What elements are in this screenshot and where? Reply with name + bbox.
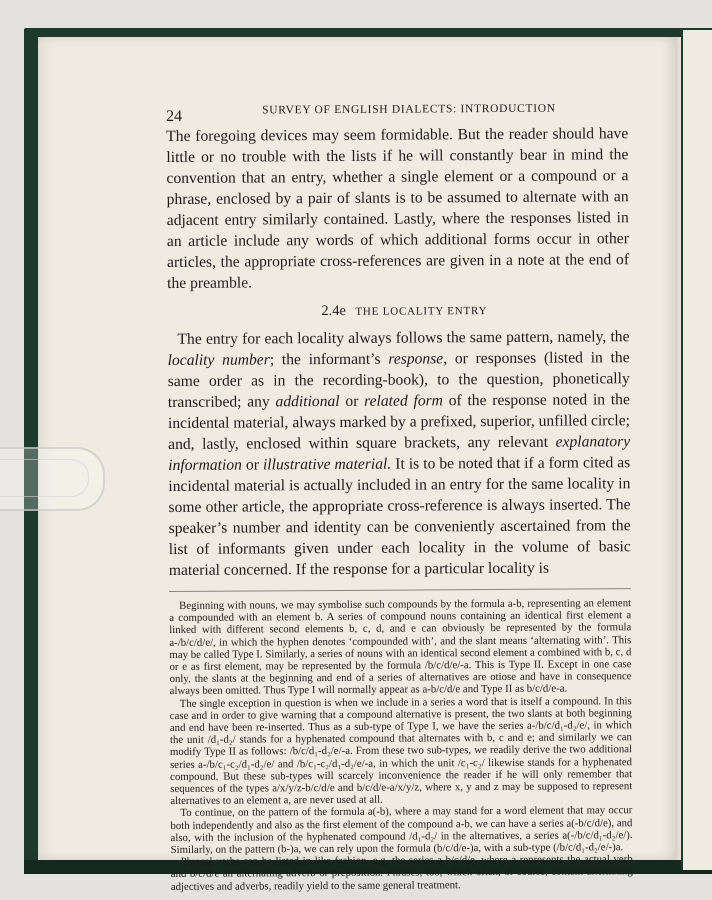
section-title: THE LOCALITY ENTRY (355, 305, 488, 318)
running-head: SURVEY OF ENGLISH DIALECTS: INTRODUCTION (262, 102, 556, 117)
facing-page-edge (681, 30, 712, 870)
footnote-paragraph: To continue, on the pattern of the formula a(-b), where a may stand for a word element that may occur both independently and also as the first element of the compound a-b, we can have a series a(-b/c/d/e), and also, with the inclusion of the hyphenated compound /d₁-d₂/ in the alternatives, a series a(-/b/c/d₁-d₂/e/). Similarly, on the pattern (b-)a, we can rely upon the formula (b/c/d/e-)a, with a sub-type (/b/c/d₁-d₂/e/-)a. (170, 804, 633, 857)
section-heading (179, 299, 629, 324)
p2-text: , or responses (listed in the same order as in the recording-book), to the question, phonetically transcribed; any (167, 349, 630, 411)
p2-italic: additional (275, 392, 340, 411)
footnote-paragraph: Phrasal verbs can be listed in like fashion, e.g. the series a b/c/d/e, where a represents the actual verb and b/c/d/e an alternating adverb or preposition. Phrases, too, which often, of course, contain alternating adjectives and adverbs, readily yield to the same general treatment. (170, 853, 633, 893)
p2-text: or (241, 456, 263, 474)
p2-text: or (339, 392, 365, 410)
section-number: 2.4e (321, 302, 346, 320)
footnote-rule (169, 588, 631, 592)
p2-italic: related form (364, 392, 443, 410)
paragraph-2 (167, 326, 631, 581)
page-header (166, 93, 628, 126)
footnote-block (169, 597, 633, 893)
p2-text: It is to be noted that if a form cited as incidental material is actually included in an entry for the same locality in some other article, the appropriate cross-reference is always inserted. The speaker’s number and identity can be conveniently ascertained from the list of informants given under each locality in the volume of basic material concerned. If the response for a particular locality is (168, 454, 631, 579)
body-text (166, 123, 631, 581)
page-content (166, 93, 633, 893)
page-number: 24 (166, 107, 183, 125)
footnote-paragraph: The single exception in question is when we include in a series a word that is itself a compound. In this case and in order to give warning that a compound alternative is present, the two slants at both beginning and end have been re-inserted. Thus as a sub-type of Type I, we have the series a-/b/c/d₁-d₂/e/, in which the unit /d₁-d₂/ stands for a hyphenated compound that alternates with b, c and e; and similarly we can modify Type II as follows: /b/c/d₁-d₂/e/-a. From these two sub-types, we readily derive the two additional series a-/b/c₁-c₂/d₁-d₂/e/ and /b/c₁-c₂/d₁-d₂/e/-a, in which the unit /c₁-c₂/ likewise stands for a hyphenated compound. But these sub-types will scarcely inconvenience the reader if he will only remember that sequences of the types a/x/y/z-b/c/d/e and b/c/d/e-a/x/y/z, where x, y and z may be supposed to represent alternatives to an element a, are never used at all. (169, 694, 633, 808)
p2-italic: response (388, 350, 444, 368)
p2-italic: explanatory information (168, 433, 631, 474)
p2-text: ; the informant’s (269, 350, 389, 369)
p2-italic: locality number (167, 351, 270, 369)
footnote-paragraph: Beginning with nouns, we may symbolise such compounds by the formula a-b, representing an element a compounded with an element b. A series of compound nouns containing an identical first element a linked with different second elements b, c, d, and e can obviously be represented by the formula a-/b/c/d/e/, in which the hyphen denotes ‘compounded with’, and the slant means ‘alternating with’. This may be called Type I. Similarly, a series of nouns with an identical second element a combined with b, c, d or e as first element, may be represented by the formula /b/c/d/e/-a. This is Type II. Except in one case only, the slants at the beginning and end of a series of alternatives are otiose and have in consequence always been omitted. Thus Type I will normally appear as a-b/c/d/e and Type II as b/c/d/e-a. (169, 597, 632, 698)
p2-text: The entry for each locality always follows the same pattern, namely, the (177, 328, 630, 348)
page-clip-inner (0, 459, 89, 497)
p2-italic: illustrative material. (262, 455, 392, 474)
paragraph-1: The foregoing devices may seem formidable. But the reader should have little or no trouble with the lists if he will constantly bear in mind the convention that an entry, whether a single element or a compound or a phrase, enclosed by a pair of slants is to be assumed to alternate with an adjacent entry similarly contained. Lastly, where the responses listed in an article include any words of which additional forms occur in other articles, the appropriate cross-references are given in a note at the end of the preamble. (166, 125, 630, 292)
p2-text: of the response noted in the incidental material, always marked by a prefixed, superior, unfilled circle; and, lastly, enclosed within square brackets, any relevant (167, 391, 631, 453)
